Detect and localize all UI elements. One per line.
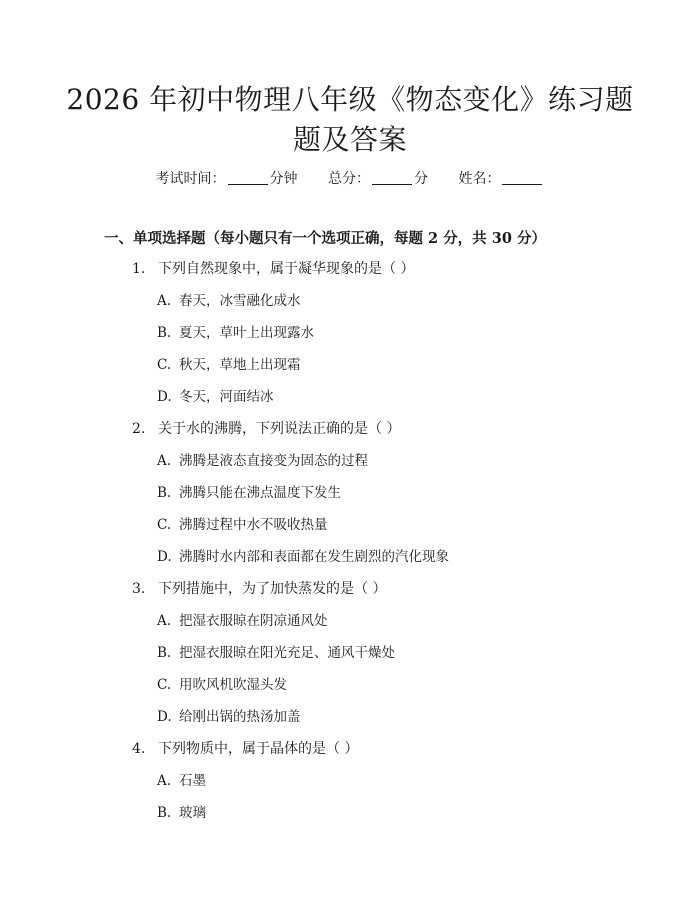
option-text: 春天，冰雪融化成水 bbox=[179, 293, 301, 309]
option-text: 沸腾过程中水不吸收热量 bbox=[179, 517, 328, 533]
question-number: 2. bbox=[132, 421, 146, 437]
question-number: 4. bbox=[132, 741, 146, 757]
option-letter: A. bbox=[157, 453, 172, 469]
question-4-option-a bbox=[157, 770, 206, 792]
question-2-option-b bbox=[157, 482, 341, 504]
option-letter: B. bbox=[157, 485, 172, 501]
question-4-option-b bbox=[157, 802, 206, 824]
option-text: 沸腾只能在沸点温度下发生 bbox=[179, 485, 341, 501]
question-1 bbox=[132, 258, 414, 280]
option-letter: A. bbox=[157, 293, 172, 309]
question-3-option-d bbox=[157, 706, 301, 728]
option-text: 把湿衣服晾在阳光充足、通风干燥处 bbox=[179, 645, 395, 661]
exam-meta-row bbox=[0, 169, 700, 189]
document-title-line-2: 题及答案 bbox=[292, 123, 407, 156]
option-text: 沸腾时水内部和表面都在发生剧烈的汽化现象 bbox=[179, 549, 449, 565]
question-3 bbox=[132, 578, 386, 600]
option-text: 沸腾是液态直接变为固态的过程 bbox=[179, 453, 368, 469]
question-2 bbox=[132, 418, 400, 440]
total-score-label: 总分： bbox=[328, 171, 370, 187]
question-text: 下列物质中，属于晶体的是（ ） bbox=[158, 741, 359, 757]
exam-time-blank[interactable] bbox=[228, 170, 268, 185]
question-text: 下列自然现象中，属于凝华现象的是（ ） bbox=[158, 261, 415, 277]
total-score-unit: 分 bbox=[414, 171, 428, 187]
option-text: 把湿衣服晾在阴凉通风处 bbox=[179, 613, 328, 629]
student-name-label: 姓名： bbox=[458, 171, 501, 187]
option-text: 夏天，草叶上出现露水 bbox=[179, 325, 314, 341]
student-name-field bbox=[458, 169, 544, 189]
option-letter: C. bbox=[157, 677, 172, 693]
total-score-field bbox=[328, 169, 428, 189]
exam-time-unit: 分钟 bbox=[269, 171, 298, 187]
option-letter: A. bbox=[157, 773, 172, 789]
option-letter: D. bbox=[157, 709, 172, 725]
document-title-line-1: 2026 年初中物理八年级《物态变化》练习题 bbox=[66, 83, 634, 116]
question-3-option-a bbox=[157, 610, 328, 632]
exam-time-field bbox=[156, 169, 298, 189]
question-2-option-c bbox=[157, 514, 328, 536]
option-text: 用吹风机吹湿头发 bbox=[179, 677, 287, 693]
question-4 bbox=[132, 738, 358, 760]
total-score-blank[interactable] bbox=[372, 170, 412, 185]
student-name-blank[interactable] bbox=[502, 170, 542, 185]
question-2-option-d bbox=[157, 546, 449, 568]
exam-time-label: 考试时间： bbox=[155, 171, 226, 187]
question-text: 下列措施中，为了加快蒸发的是（ ） bbox=[158, 581, 387, 597]
option-letter: C. bbox=[157, 357, 172, 373]
option-text: 玻璃 bbox=[179, 805, 206, 821]
question-1-option-c bbox=[157, 354, 301, 376]
option-letter: B. bbox=[157, 325, 172, 341]
option-text: 秋天，草地上出现霜 bbox=[179, 357, 301, 373]
option-letter: B. bbox=[157, 645, 172, 661]
option-letter: B. bbox=[157, 805, 172, 821]
option-letter: D. bbox=[157, 549, 172, 565]
option-text: 给刚出锅的热汤加盖 bbox=[179, 709, 301, 725]
option-text: 冬天，河面结冰 bbox=[179, 389, 274, 405]
question-3-option-c bbox=[157, 674, 287, 696]
question-3-option-b bbox=[157, 642, 395, 664]
question-1-option-b bbox=[157, 322, 314, 344]
question-1-option-a bbox=[157, 290, 301, 312]
question-1-option-d bbox=[157, 386, 274, 408]
option-text: 石墨 bbox=[179, 773, 206, 789]
option-letter: A. bbox=[157, 613, 172, 629]
question-text: 关于水的沸腾，下列说法正确的是（ ） bbox=[158, 421, 401, 437]
question-number: 3. bbox=[132, 581, 146, 597]
option-letter: D. bbox=[157, 389, 172, 405]
option-letter: C. bbox=[157, 517, 172, 533]
question-2-option-a bbox=[157, 450, 368, 472]
section-heading-single-choice: 一、单项选择题（每小题只有一个选项正确，每题 2 分，共 30 分） bbox=[104, 230, 546, 247]
question-number: 1. bbox=[132, 261, 146, 277]
